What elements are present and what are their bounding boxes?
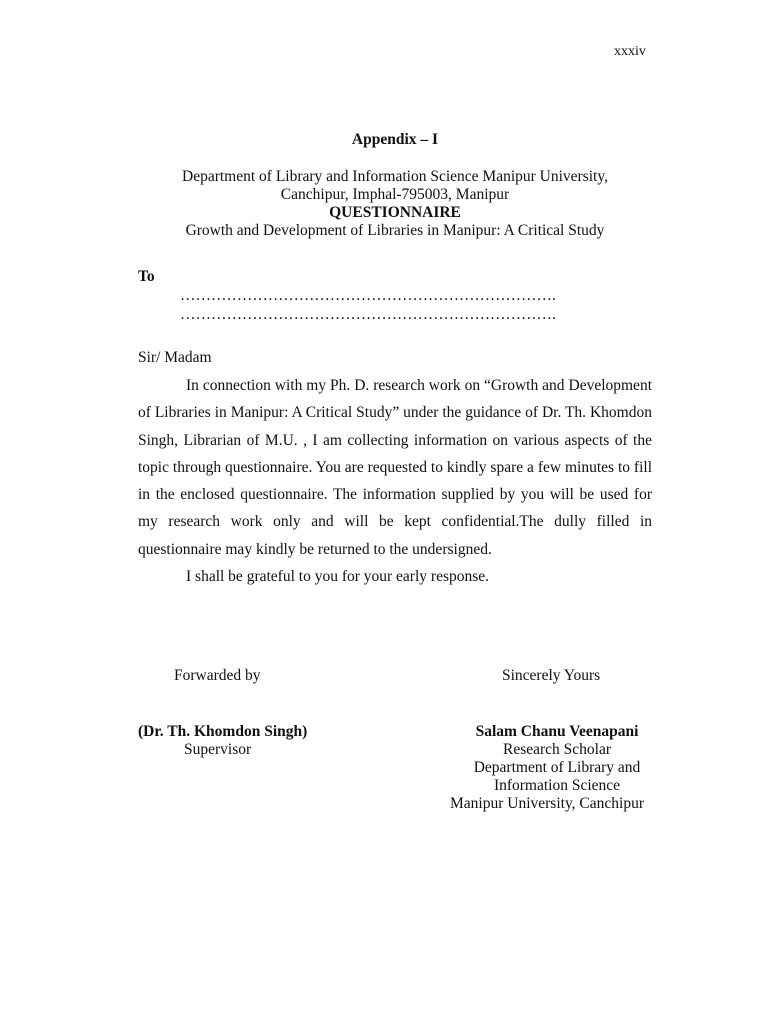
salutation: Sir/ Madam bbox=[138, 349, 212, 366]
to-label: To bbox=[138, 268, 155, 285]
scholar-university: Manipur University, Canchipur bbox=[450, 795, 644, 812]
department-line-2: Canchipur, Imphal-795003, Manipur bbox=[280, 186, 510, 203]
scholar-dept-2: Information Science bbox=[493, 777, 621, 794]
supervisor-name: (Dr. Th. Khomdon Singh) bbox=[138, 723, 308, 740]
body-paragraph-2: I shall be grateful to you for your early response. bbox=[186, 568, 490, 586]
study-title: Growth and Development of Libraries in Manipur: A Critical Study bbox=[185, 222, 605, 239]
supervisor-title: Supervisor bbox=[184, 741, 252, 758]
scholar-dept-1: Department of Library and bbox=[473, 759, 641, 776]
scholar-name: Salam Chanu Veenapani bbox=[475, 723, 639, 740]
questionnaire-title: QUESTIONNAIRE bbox=[329, 204, 461, 221]
scholar-title: Research Scholar bbox=[502, 741, 612, 758]
address-line-2: ………………………………………………………………. bbox=[180, 306, 556, 323]
department-line-1: Department of Library and Information Science Manipur University, bbox=[182, 168, 608, 185]
forwarded-by-label: Forwarded by bbox=[174, 667, 261, 684]
sincerely-yours-label: Sincerely Yours bbox=[502, 667, 601, 684]
body-paragraph-1: In connection with my Ph. D. research work on “Growth and Development of Libraries in Manipur: A Critical Study” under the guidance of Dr. Th. Khomdon Singh, Librarian of M.U. , I am collecting information on various aspects of the topic through questionnaire. You are requested to kindly spare a few minutes to fill in the enclosed questionnaire. The information supplied by you will be used for my research work only and will be kept confidential.The dully filled in questionnaire may kindly be returned to the undersigned. bbox=[138, 377, 652, 558]
letter-body bbox=[138, 372, 652, 590]
appendix-title: Appendix – I bbox=[351, 131, 439, 148]
address-line-1: ………………………………………………………………. bbox=[180, 287, 556, 304]
page-number: xxxiv bbox=[614, 44, 646, 59]
